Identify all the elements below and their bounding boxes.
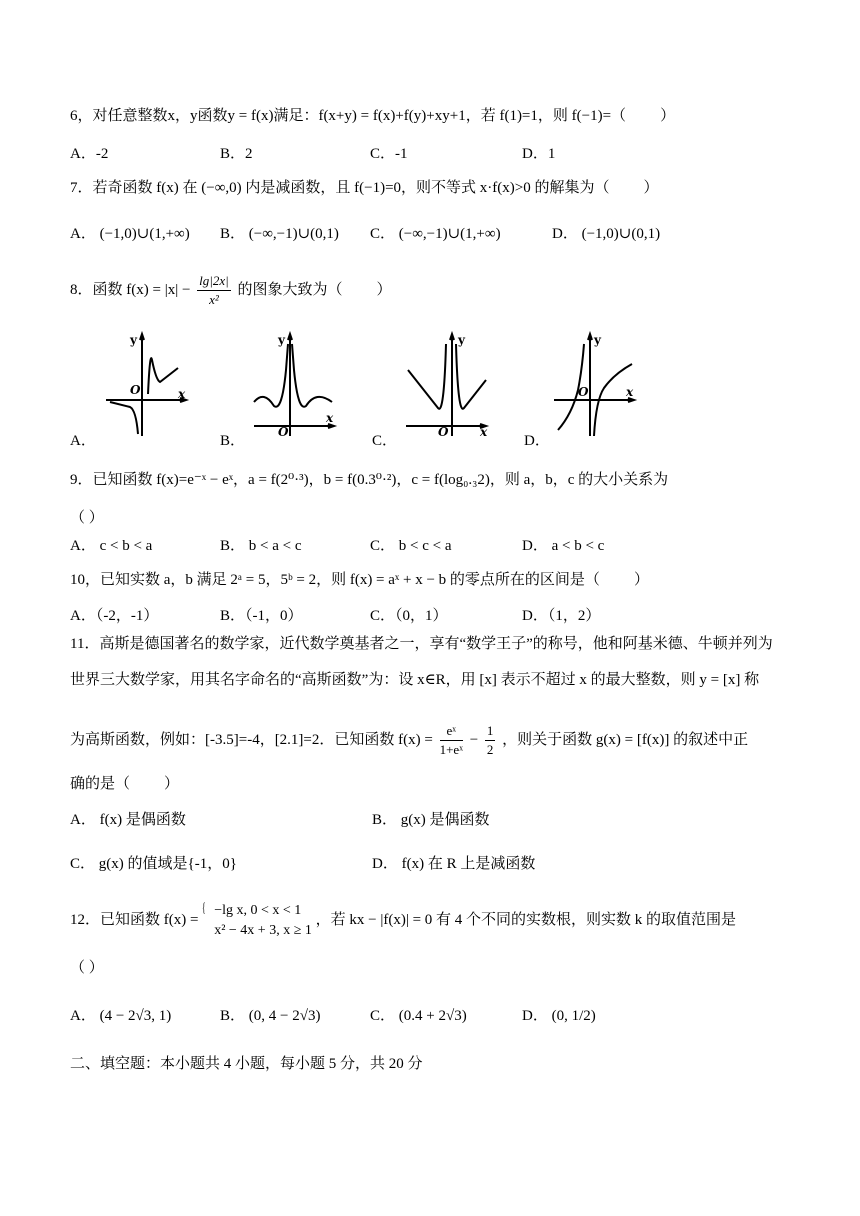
q6-option-a: A．-2: [70, 146, 109, 162]
q8-frac-num: lg|2x|: [197, 272, 231, 291]
q11-options-row2: [70, 852, 794, 876]
q10-stem-text: 10，已知实数 a，b 满足 2ᵃ = 5，5ᵇ = 2，则 f(x) = aˣ + x − b 的零点所在的区间是（: [70, 572, 600, 588]
graph-b-xlabel: x: [326, 411, 334, 425]
graph-b-origin: O: [278, 425, 289, 439]
graph-c-xlabel: x: [480, 425, 488, 439]
q11-frac-num: eˣ: [440, 722, 463, 741]
graph-d-origin: O: [578, 385, 589, 399]
q11-option-c: C． g(x) 的值域是{-1，0}: [70, 856, 237, 872]
q8-label-d: D．: [524, 433, 550, 449]
q9-option-b: B． b < a < c: [220, 538, 302, 554]
q9-option-a: A． c < b < a: [70, 538, 153, 554]
q12-option-c: C． (0.4 + 2√3): [370, 1008, 467, 1024]
q11-line3: [70, 720, 794, 760]
q9-option-c: C． b < c < a: [370, 538, 452, 554]
q8-label-b: B．: [220, 433, 246, 449]
q6-options: [70, 142, 794, 166]
q8-prefix: 8．函数 f(x) = |x| −: [70, 282, 191, 298]
q7-close: ）: [643, 180, 659, 196]
graph-d-xlabel: x: [626, 385, 634, 399]
q10-option-c: C．（0，1）: [370, 608, 448, 624]
q10-options: [70, 604, 794, 628]
q11-minus: −: [469, 732, 479, 748]
graph-c-origin: O: [438, 425, 449, 439]
q9-options: [70, 534, 794, 558]
q12-stem: [70, 896, 794, 944]
q11-option-d: D． f(x) 在 R 上是减函数: [372, 856, 536, 872]
q8-label-c: C．: [372, 433, 398, 449]
q12-piecewise: [202, 901, 312, 941]
q11-frac-den: 1+eˣ: [439, 742, 463, 758]
q12-suffix: ，若 kx − |f(x)| = 0 有 4 个不同的实数根，则实数 k 的取值范围是: [315, 912, 737, 928]
q11-half: [485, 722, 496, 759]
q11-close: ）: [164, 776, 180, 792]
q6-option-c: C．-1: [370, 146, 408, 162]
q12-option-d: D． (0, 1/2): [522, 1008, 596, 1024]
section-2-heading: 二、填空题：本小题共 4 小题，每小题 5 分，共 20 分: [70, 1056, 423, 1072]
q12-options: [70, 1004, 794, 1028]
q8-frac-den: x²: [209, 292, 219, 308]
q12-cont: （ ）: [70, 960, 104, 976]
q11-line4-text: 确的是（: [70, 776, 131, 792]
q11-half-num: 1: [485, 722, 496, 741]
q12-option-b: B． (0, 4 − 2√3): [220, 1008, 321, 1024]
q8-graph-d: [548, 330, 638, 440]
q12-case2: x² − 4x + 3, x ≥ 1: [214, 922, 312, 938]
q7-stem: [70, 178, 794, 198]
q7-options: [70, 222, 794, 246]
graph-a-xlabel: x: [178, 387, 186, 401]
q11-line1: 11．高斯是德国著名的数学家，近代数学奠基者之一，享有“数学王子”的称号，他和阿基米德、牛顿并列为: [70, 636, 773, 652]
q6-stem: [70, 106, 794, 126]
graph-b-ylabel: y: [278, 333, 285, 347]
q8-graph-a: [100, 330, 190, 440]
q11-options-row1: [70, 808, 794, 832]
q10-option-a: A．（-2，-1）: [70, 608, 159, 624]
q12-prefix: 12．已知函数 f(x) =: [70, 912, 199, 928]
q10-close: ）: [633, 572, 649, 588]
q8-stem: [70, 270, 794, 310]
q11-line2: 世界三大数学家，用其名字命名的“高斯函数”为：设 x∈R，用 [x] 表示不超过 x 的最大整数，则 y = [x] 称: [70, 672, 760, 688]
q11-half-den: 2: [486, 742, 494, 758]
q6-option-d: D．1: [522, 146, 556, 162]
graph-d-ylabel: y: [594, 333, 601, 347]
q9-option-d: D． a < b < c: [522, 538, 605, 554]
q8-close: ）: [376, 282, 392, 298]
graph-c-ylabel: y: [458, 333, 465, 347]
q9-stem: [70, 470, 794, 490]
q11-line3-prefix: 为高斯函数，例如：[-3.5]=-4，[2.1]=2．已知函数 f(x) =: [70, 732, 433, 748]
q10-option-d: D．（1，2）: [522, 608, 601, 624]
q11-line4: [70, 774, 794, 794]
q12-case1: −lg x, 0 < x < 1: [214, 902, 302, 918]
q6-close: ）: [660, 108, 676, 124]
q8-suffix: 的图象大致为（: [237, 282, 343, 298]
q10-option-b: B．（-1，0）: [220, 608, 303, 624]
q11-line3-suffix: ，则关于函数 g(x) = [f(x)] 的叙述中正: [502, 732, 749, 748]
q11-option-a: A． f(x) 是偶函数: [70, 812, 186, 828]
q12-option-a: A． (4 − 2√3, 1): [70, 1008, 172, 1024]
q7-option-c: C． (−∞,−1)∪(1,+∞): [370, 226, 501, 242]
q11-option-b: B． g(x) 是偶函数: [372, 812, 490, 828]
q7-option-a: A． (−1,0)∪(1,+∞): [70, 226, 190, 242]
q7-option-b: B． (−∞,−1)∪(0,1): [220, 226, 339, 242]
q10-stem: [70, 570, 794, 590]
q9-stem-text: 9．已知函数 f(x)=e⁻ˣ − eˣ，a = f(2⁰·³)，b = f(0.3⁰·²)，c = f(log₀.₃2)，则 a，b，c 的大小关系为: [70, 472, 669, 488]
q8-graph-b: [248, 330, 338, 440]
q7-stem-text: 7．若奇函数 f(x) 在 (−∞,0) 内是减函数，且 f(−1)=0，则不等式 x·f(x)>0 的解集为（: [70, 180, 610, 196]
q6-stem-text: 6，对任意整数x，y函数y = f(x)满足：f(x+y) = f(x)+f(y)+xy+1，若 f(1)=1，则 f(−1)=（: [70, 108, 627, 124]
q11-fraction: [440, 722, 463, 759]
q8-fraction: [197, 272, 231, 309]
graph-a-ylabel: y: [130, 333, 137, 347]
graph-a-origin: O: [130, 383, 141, 397]
q6-option-b: B．2: [220, 146, 253, 162]
q8-graph-c: [400, 330, 490, 440]
q9-cont: （ ）: [70, 510, 104, 526]
q8-label-a: A．: [70, 433, 96, 449]
q7-option-d: D． (−1,0)∪(0,1): [552, 226, 661, 242]
q12-brace: {: [202, 900, 206, 916]
